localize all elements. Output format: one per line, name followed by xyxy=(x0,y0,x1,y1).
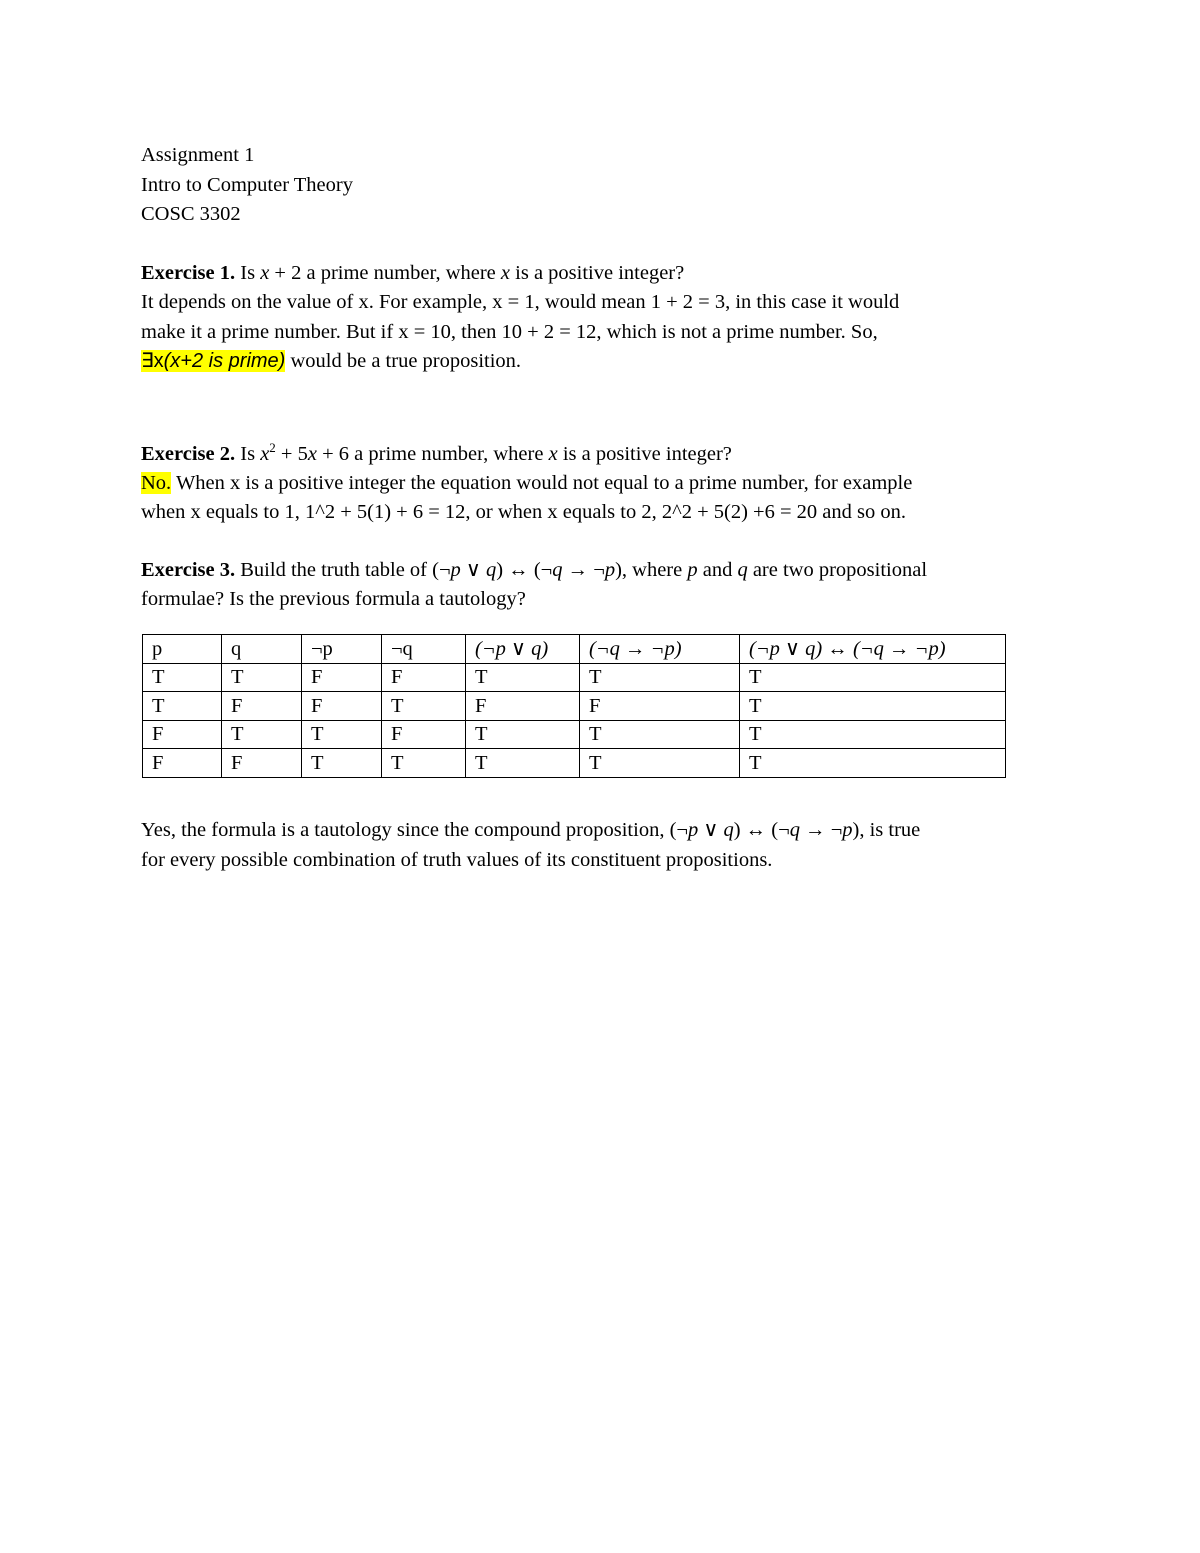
exercise-3-var: p xyxy=(604,558,616,581)
exercise-2-question xyxy=(141,433,1061,469)
conclusion-text: ) ↔ (¬ xyxy=(733,819,790,841)
table-cell: T xyxy=(580,663,740,692)
exercise-2-var: x xyxy=(548,442,558,465)
exercise-1-answer-line: It depends on the value of x. For example, x = 1, would mean 1 + 2 = 3, in this case it would xyxy=(141,291,900,313)
table-cell: T xyxy=(382,749,466,778)
exercise-3 xyxy=(141,556,1061,615)
table-header-cell: ¬q xyxy=(382,635,466,664)
conclusion-var: p xyxy=(687,819,699,841)
table-cell: T xyxy=(740,749,1006,778)
exercise-3-var: q xyxy=(737,558,748,581)
exercise-1-question xyxy=(141,259,1061,289)
exercise-2-answer-line xyxy=(141,469,1061,499)
table-cell: T xyxy=(222,663,302,692)
exercise-3-q-text: → ¬ xyxy=(562,558,605,581)
exercise-1-label: Exercise 1. xyxy=(141,261,236,284)
exercise-2-label: Exercise 2. xyxy=(141,442,236,465)
table-cell: F xyxy=(302,663,382,692)
table-cell: F xyxy=(382,720,466,749)
exercise-1-answer-line: make it a prime number. But if x = 10, then 10 + 2 = 12, which is not a prime number. So, xyxy=(141,320,878,343)
exercise-3-q-text: Build the truth table of (¬ xyxy=(235,558,451,581)
exercise-2-q-text: is a positive integer? xyxy=(557,442,732,465)
prime-expression: (x+2 is prime) xyxy=(163,350,286,372)
conclusion-text: → ¬ xyxy=(799,819,843,841)
course-name: Intro to Computer Theory xyxy=(141,173,353,196)
exercise-3-q-text: are two propositional xyxy=(747,558,928,581)
truth-table xyxy=(142,634,1006,778)
table-row xyxy=(143,749,1006,778)
table-cell: T xyxy=(466,720,580,749)
exercise-2-q-text: Is xyxy=(235,442,261,465)
exercise-2-q-text: + 6 a prime number, where xyxy=(316,442,549,465)
table-header-cell: p xyxy=(143,635,222,664)
table-cell: T xyxy=(222,720,302,749)
course-code: COSC 3302 xyxy=(141,203,241,225)
exercise-1-q-text: Is xyxy=(235,261,261,284)
table-cell: T xyxy=(740,692,1006,721)
table-cell: T xyxy=(466,749,580,778)
exercise-1-q-text: + 2 a prime number, where xyxy=(269,261,501,284)
table-cell: T xyxy=(740,663,1006,692)
conclusion-text: ∨ xyxy=(698,819,724,841)
exercise-3-q-text: ) ↔ (¬ xyxy=(496,558,553,581)
conclusion-text: ), is true xyxy=(852,819,921,841)
document-body xyxy=(141,141,1061,615)
table-row xyxy=(143,663,1006,692)
exercise-2-highlight: No. xyxy=(141,471,172,494)
exercise-2-answer-text: When x is a positive integer the equation would not equal to a prime number, for example xyxy=(171,471,913,494)
exercise-2 xyxy=(141,433,1061,528)
table-cell: F xyxy=(580,692,740,721)
exercise-3-label: Exercise 3. xyxy=(141,558,236,581)
table-cell: F xyxy=(222,692,302,721)
conclusion-line: for every possible combination of truth values of its constituent propositions. xyxy=(141,848,773,871)
exercise-3-var: p xyxy=(687,558,698,581)
exercise-1-var: x xyxy=(500,261,511,284)
conclusion-text: Yes, the formula is a tautology since the compound proposition, (¬ xyxy=(141,819,688,841)
exercise-1-answer-line xyxy=(141,347,1061,377)
exercise-2-answer-line: when x equals to 1, 1^2 + 5(1) + 6 = 12, or when x equals to 2, 2^2 + 5(2) +6 = 20 and so on. xyxy=(141,501,907,524)
exercise-1-answer-text: would be a true proposition. xyxy=(285,350,522,372)
exercise-3-var: p xyxy=(450,558,461,581)
table-header-cell: q xyxy=(222,635,302,664)
conclusion-var: p xyxy=(842,819,853,841)
table-cell: F xyxy=(143,720,222,749)
exercise-2-var: x xyxy=(260,442,270,465)
table-cell: T xyxy=(302,720,382,749)
table-header-cell: (¬p ∨ q) xyxy=(466,635,580,664)
table-cell: F xyxy=(222,749,302,778)
assignment-title: Assignment 1 xyxy=(141,144,255,166)
table-header-cell: (¬p ∨ q) ↔ (¬q → ¬p) xyxy=(740,635,1006,664)
table-cell: T xyxy=(740,720,1006,749)
table-cell: T xyxy=(580,749,740,778)
table-header-row xyxy=(143,635,1006,664)
exercise-1 xyxy=(141,259,1061,377)
table-header-cell: ¬p xyxy=(302,635,382,664)
exercise-2-q-text: + 5 xyxy=(275,442,308,465)
conclusion-var: q xyxy=(789,819,800,841)
table-row xyxy=(143,720,1006,749)
table-cell: F xyxy=(466,692,580,721)
table-header-cell: (¬q → ¬p) xyxy=(580,635,740,664)
table-cell: F xyxy=(382,663,466,692)
exercise-3-var: q xyxy=(552,558,563,581)
exercise-3-q-text: ∨ xyxy=(460,558,487,581)
table-cell: T xyxy=(143,663,222,692)
exercise-1-var: x xyxy=(260,261,270,284)
exercise-3-var: q xyxy=(486,558,497,581)
exercise-2-var: x xyxy=(307,442,317,465)
table-cell: T xyxy=(302,749,382,778)
table-cell: T xyxy=(143,692,222,721)
conclusion xyxy=(141,816,1061,875)
table-row xyxy=(143,692,1006,721)
exercise-3-q-text: and xyxy=(697,558,738,581)
table-cell: F xyxy=(143,749,222,778)
exercise-1-highlight xyxy=(141,350,285,372)
exists-expression: ∃x xyxy=(141,350,164,372)
conclusion-var: q xyxy=(723,819,734,841)
exponent: 2 xyxy=(269,439,276,455)
table-cell: T xyxy=(382,692,466,721)
table-cell: F xyxy=(302,692,382,721)
table-cell: T xyxy=(580,720,740,749)
exercise-3-question xyxy=(141,556,1061,586)
exercise-3-q-text: ), where xyxy=(615,558,688,581)
conclusion-line xyxy=(141,816,1061,846)
exercise-3-question-line-2: formulae? Is the previous formula a tautology? xyxy=(141,588,526,611)
table-cell: T xyxy=(466,663,580,692)
exercise-1-q-text: is a positive integer? xyxy=(510,261,685,284)
